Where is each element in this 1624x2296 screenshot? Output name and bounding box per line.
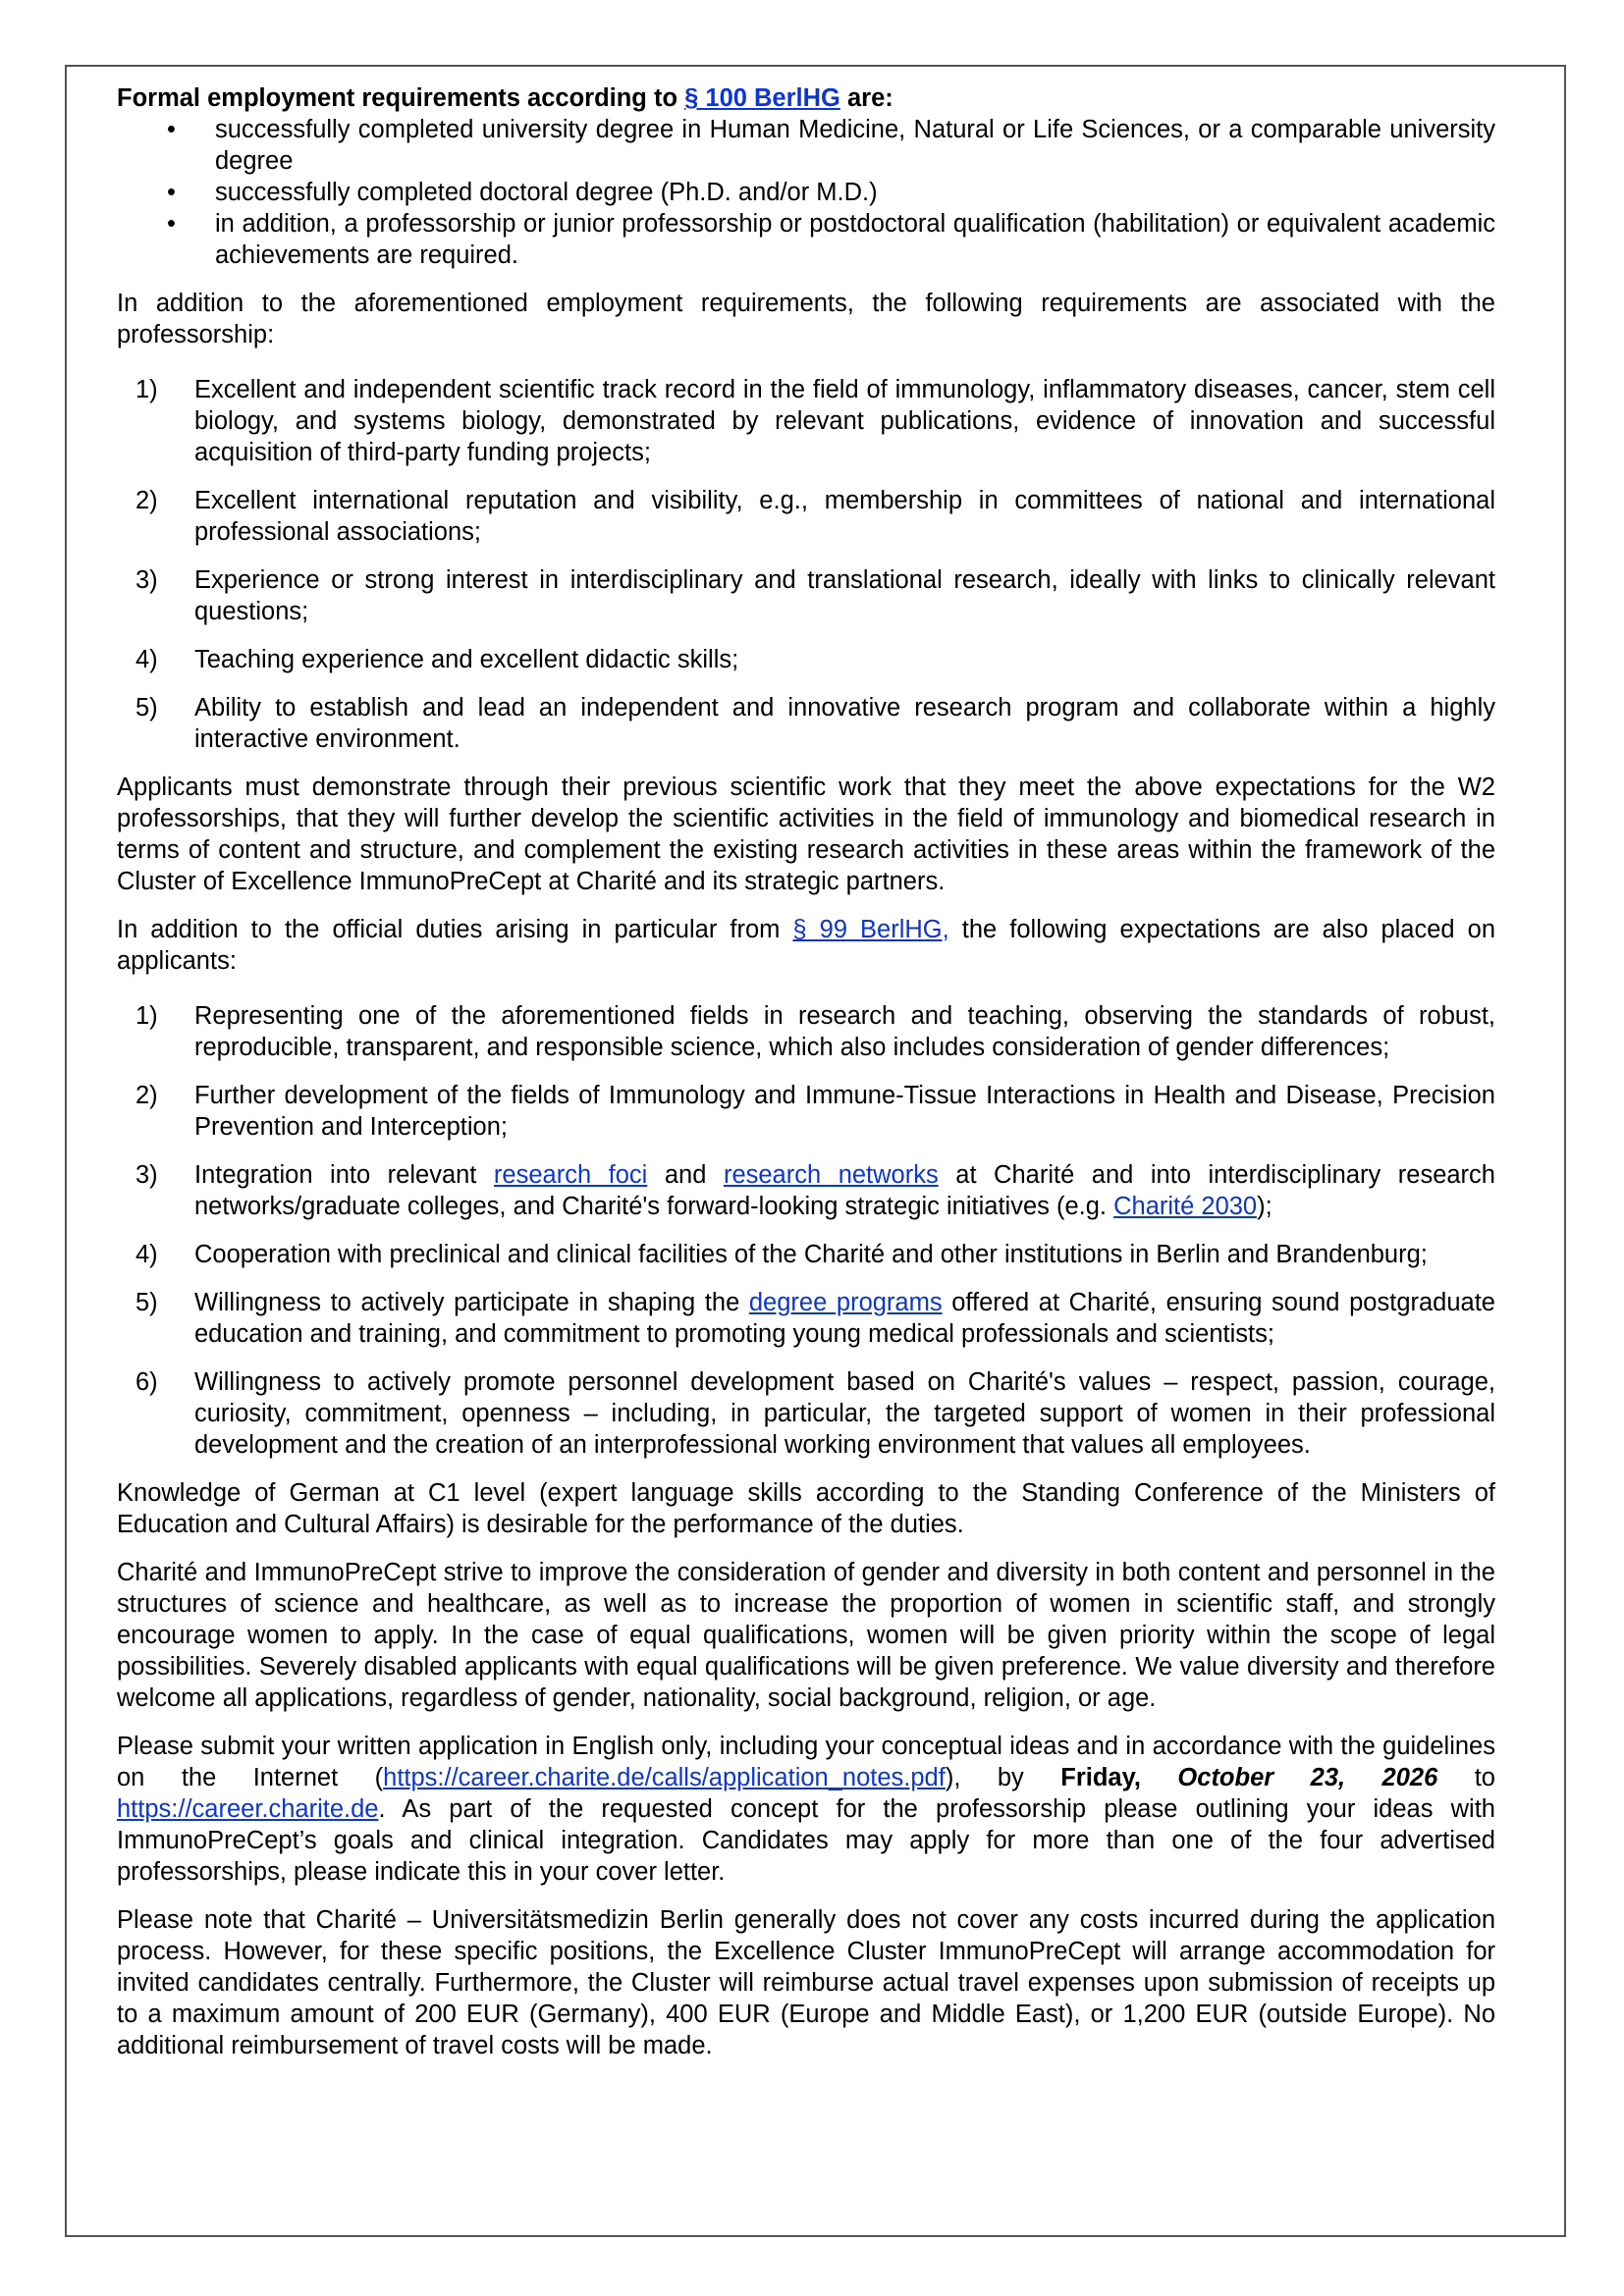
list-item: 4) Cooperation with preclinical and clinical facilities of the Charité and other institutions in Berlin and Brandenburg;	[135, 1241, 1428, 1268]
list-item: 2) Further development of the fields of Immunology and Immune-Tissue Interactions in Health and Disease, Precision Prevention and Interception;	[135, 1082, 1495, 1141]
list-item: 1) Representing one of the aforementioned fields in research and teaching, observing the standards of robust, reproducible, transparent, and responsible science, which also includes consideration of gender differences;	[135, 1002, 1495, 1061]
list-item: • successfully completed university degree in Human Medicine, Natural or Life Sciences, or a comparable university degree	[117, 114, 1495, 177]
deadline-date: October 23, 2026	[1177, 1764, 1438, 1791]
requirements-list	[117, 114, 1495, 271]
duties-list	[117, 1000, 1495, 1461]
berlhg-99-link[interactable]: § 99 BerlHG,	[792, 916, 949, 943]
application-notes-link[interactable]: https://career.charite.de/calls/application_notes.pdf	[383, 1764, 946, 1791]
deadline-day: Friday,	[1060, 1764, 1178, 1791]
charite-2030-link[interactable]: Charité 2030	[1113, 1193, 1258, 1220]
list-item: • successfully completed doctoral degree (Ph.D. and/or M.D.)	[117, 177, 1495, 208]
requirements-heading: Formal employment requirements according to § 100 BerlHG are:	[117, 84, 893, 112]
applicants-paragraph: Applicants must demonstrate through their previous scientific work that they meet the above expectations for the W2 professorships, that they will further develop the scientific activities in the field of immunology and biomedical research in terms of content and structure, and complement the existing research activities in these areas within the framework of the Cluster of Excellence ImmunoPreCept at Charité and its strategic partners.	[117, 774, 1495, 895]
list-item: 4) Teaching experience and excellent didactic skills;	[135, 646, 739, 673]
list-item: 5) Ability to establish and lead an independent and innovative research program and collaborate within a highly interactive environment.	[135, 694, 1495, 753]
diversity-paragraph: Charité and ImmunoPreCept strive to improve the consideration of gender and diversity in both content and personnel in the structures of science and healthcare, as well as to increase the proportion of women in scientific staff, and strongly encourage women to apply. In the case of equal qualifications, women will be given priority within the scope of legal possibilities. Severely disabled applicants with equal qualifications will be given preference. We value diversity and therefore welcome all applications, regardless of gender, nationality, social background, religion, or age.	[117, 1559, 1495, 1712]
professorship-requirements-list	[117, 374, 1495, 755]
german-paragraph: Knowledge of German at C1 level (expert language skills according to the Standing Conference of the Ministers of Education and Cultural Affairs) is desirable for the performance of the duties.	[117, 1479, 1495, 1538]
duties-intro: In addition to the official duties arising in particular from § 99 BerlHG, the following expectations are also placed on applicants:	[117, 916, 1495, 975]
degree-programs-link[interactable]: degree programs	[748, 1289, 943, 1316]
document-body	[117, 82, 1495, 2061]
career-portal-link[interactable]: https://career.charite.de	[117, 1795, 379, 1823]
list-item: 3) Experience or strong interest in interdisciplinary and translational research, ideally with links to clinically relevant questions;	[135, 566, 1495, 625]
submit-paragraph: Please submit your written application in English only, including your conceptual ideas and in accordance with the guidelines on the Internet (https://career.charite.de/calls/application_notes.pdf), by Friday, October 23, 2026 to https://career.charite.de. As part of the requested concept for the professorship please outlining your ideas with ImmunoPreCept’s goals and clinical integration. Candidates may apply for more than one of the four advertised professorships, please indicate this in your cover letter.	[117, 1733, 1495, 1886]
list-item: 2) Excellent international reputation and visibility, e.g., membership in committees of national and international professional associations;	[135, 487, 1495, 546]
list-item: 3) Integration into relevant research foci and research networks at Charité and into interdisciplinary research networks/graduate colleges, and Charité's forward-looking strategic initiatives (e.g. Charité 2030);	[135, 1161, 1495, 1220]
costs-paragraph: Please note that Charité – Universitätsmedizin Berlin generally does not cover any costs incurred during the application process. However, for these specific positions, the Excellence Cluster ImmunoPreCept will arrange accommodation for invited candidates centrally. Furthermore, the Cluster will reimburse actual travel expenses upon submission of receipts up to a maximum amount of 200 EUR (Germany), 400 EUR (Europe and Middle East), or 1,200 EUR (outside Europe). No additional reimbursement of travel costs will be made.	[117, 1906, 1495, 2059]
research-networks-link[interactable]: research networks	[723, 1161, 939, 1189]
list-item: 5) Willingness to actively participate in shaping the degree programs offered at Charité, ensuring sound postgraduate education and training, and commitment to promoting young medical professionals and scientists;	[135, 1289, 1495, 1348]
list-item: 6) Willingness to actively promote personnel development based on Charité's values – respect, passion, courage, curiosity, commitment, openness – including, in particular, the targeted support of women in their professional development and the creation of an interprofessional working environment that values all employees.	[135, 1368, 1495, 1459]
berlhg-100-link[interactable]: § 100 BerlHG	[684, 84, 840, 112]
research-foci-link[interactable]: research foci	[493, 1161, 648, 1189]
list-item: • in addition, a professorship or junior professorship or postdoctoral qualification (habilitation) or equivalent academic achievements are required.	[117, 208, 1495, 271]
list-item: 1) Excellent and independent scientific track record in the field of immunology, inflammatory diseases, cancer, stem cell biology, and systems biology, demonstrated by relevant publications, evidence of innovation and successful acquisition of third-party funding projects;	[135, 376, 1495, 466]
professorship-intro: In addition to the aforementioned employment requirements, the following requirements are associated with the professorship:	[117, 290, 1495, 348]
